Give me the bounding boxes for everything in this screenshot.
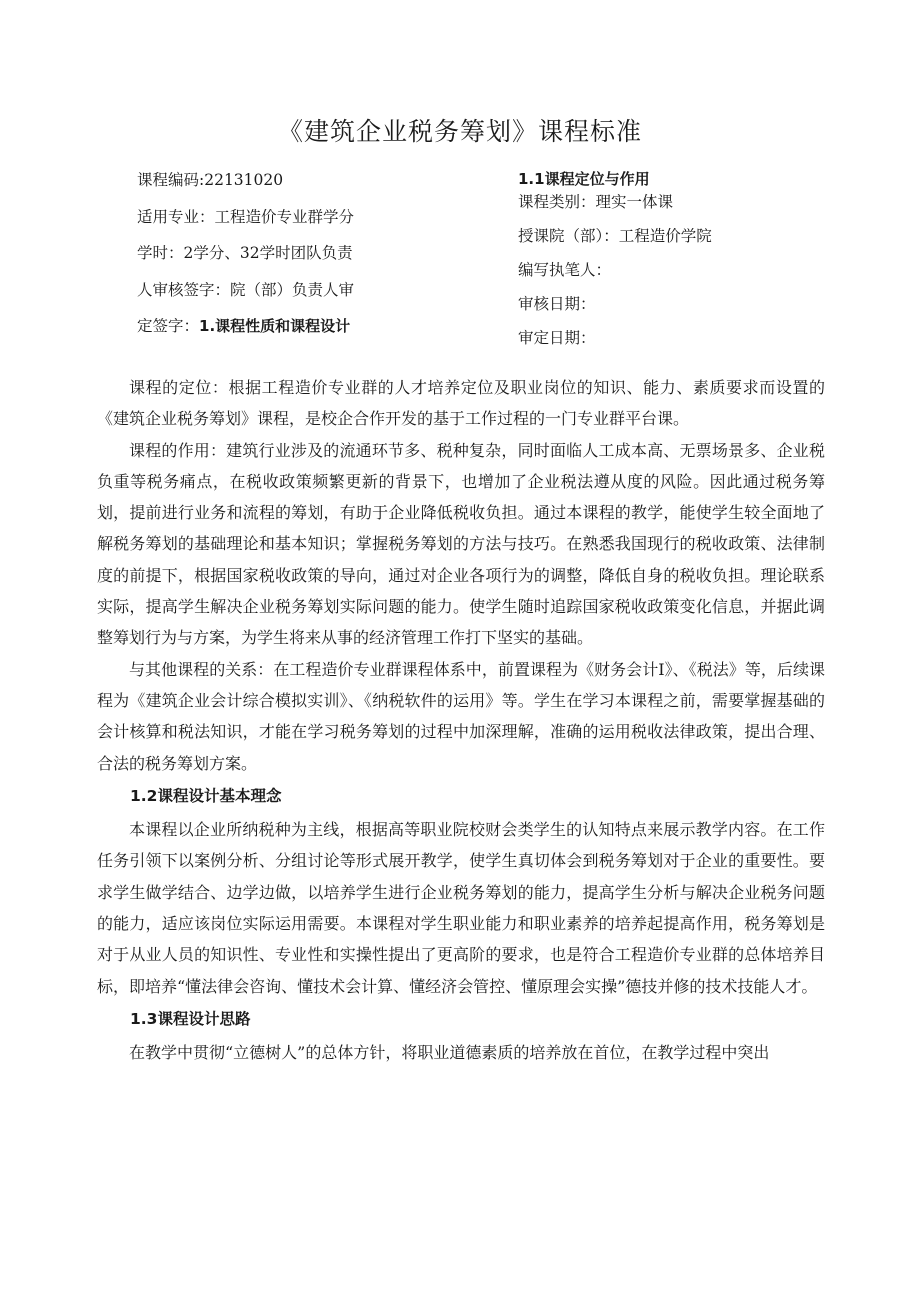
approval-date: 审定日期： — [518, 329, 596, 347]
applicable-major: 适用专业：工程造价专业群学分 — [137, 207, 355, 226]
section-heading-1-2: 1.2课程设计基本理念 — [130, 786, 282, 805]
review-date: 审核日期： — [518, 295, 596, 313]
course-code: 课程编码:22131020 — [137, 171, 284, 189]
teaching-department: 授课院（部）：工程造价学院 — [518, 227, 712, 245]
section-heading-1: 1.课程性质和课程设计 — [199, 317, 351, 335]
credit-hours: 学时：2学分、32学时团队负责 — [137, 244, 353, 262]
document-title: 《建筑企业税务筹划》课程标准 — [277, 117, 642, 146]
paragraph-course-relations: 与其他课程的关系：在工程造价专业群课程体系中，前置课程为《财务会计I》、《税法》等，后续课程为《建筑企业会计综合模拟实训》、《纳税软件的运用》等。学生在学习本课程之前，需要掌握基础的会计核算和税法知识，才能在学习税务筹划的过程中加深理解，准确的运用税收法律政策，提出合理、合法的税务筹划方案。 — [97, 659, 825, 773]
approval-signature-label: 定签字： — [137, 317, 200, 335]
document-body — [97, 372, 825, 1069]
paragraph-course-role: 课程的作用：建筑行业涉及的流通环节多、税种复杂，同时面临人工成本高、无票场景多、企业税负重等税务痛点，在税收政策频繁更新的背景下，也增加了企业税法遵从度的风险。因此通过税务筹划，提前进行业务和流程的筹划，有助于企业降低税收负担。通过本课程的教学，能使学生较全面地了解税务筹划的基础理论和基本知识；掌握税务筹划的方法与技巧。在熟悉我国现行的税收政策、法律制度的前提下，根据国家税收政策的导向，通过对企业各项行为的调整，降低自身的税收负担。理论联系实际，提高学生解决企业税务筹划实际问题的能力。使学生随时追踪国家税收政策变化信息，并据此调整筹划行为与方案，为学生将来从事的经济管理工作打下坚实的基础。 — [97, 440, 825, 648]
author: 编写执笔人： — [518, 261, 612, 279]
section-heading-1-3: 1.3课程设计思路 — [130, 1009, 251, 1028]
section-heading-1-1: 1.1课程定位与作用 — [518, 170, 650, 188]
team-signature: 人审核签字：院（部）负责人审 — [137, 280, 355, 299]
paragraph-course-positioning: 课程的定位：根据工程造价专业群的人才培养定位及职业岗位的知识、能力、素质要求而设置的《建筑企业税务筹划》课程，是校企合作开发的基于工作过程的一门专业群平台课。 — [97, 378, 825, 429]
paragraph-design-approach: 在教学中贯彻“立德树人”的总体方针，将职业道德素质的培养放在首位，在教学过程中突出 — [129, 1043, 770, 1063]
approval-signature — [137, 311, 397, 348]
course-meta-left — [137, 165, 397, 348]
course-meta-right — [518, 165, 818, 357]
paragraph-design-concept: 本课程以企业所纳税种为主线，根据高等职业院校财会类学生的认知特点来展示教学内容。在工作任务引领下以案例分析、分组讨论等形式展开教学，使学生真切体会到税务筹划对于企业的重要性。要求学生做学结合、边学边做，以培养学生进行企业税务筹划的能力，提高学生分析与解决企业税务问题的能力，适应该岗位实际运用需要。本课程对学生职业能力和职业素养的培养起提高作用，税务筹划是对于从业人员的知识性、专业性和实操性提出了更高阶的要求，也是符合工程造价专业群的总体培养目标，即培养“懂法律会咨询、懂技术会计算、懂经济会管控、懂原理会实操”德技并修的技术技能人才。 — [97, 820, 825, 996]
course-category: 课程类别：理实一体课 — [518, 193, 674, 211]
